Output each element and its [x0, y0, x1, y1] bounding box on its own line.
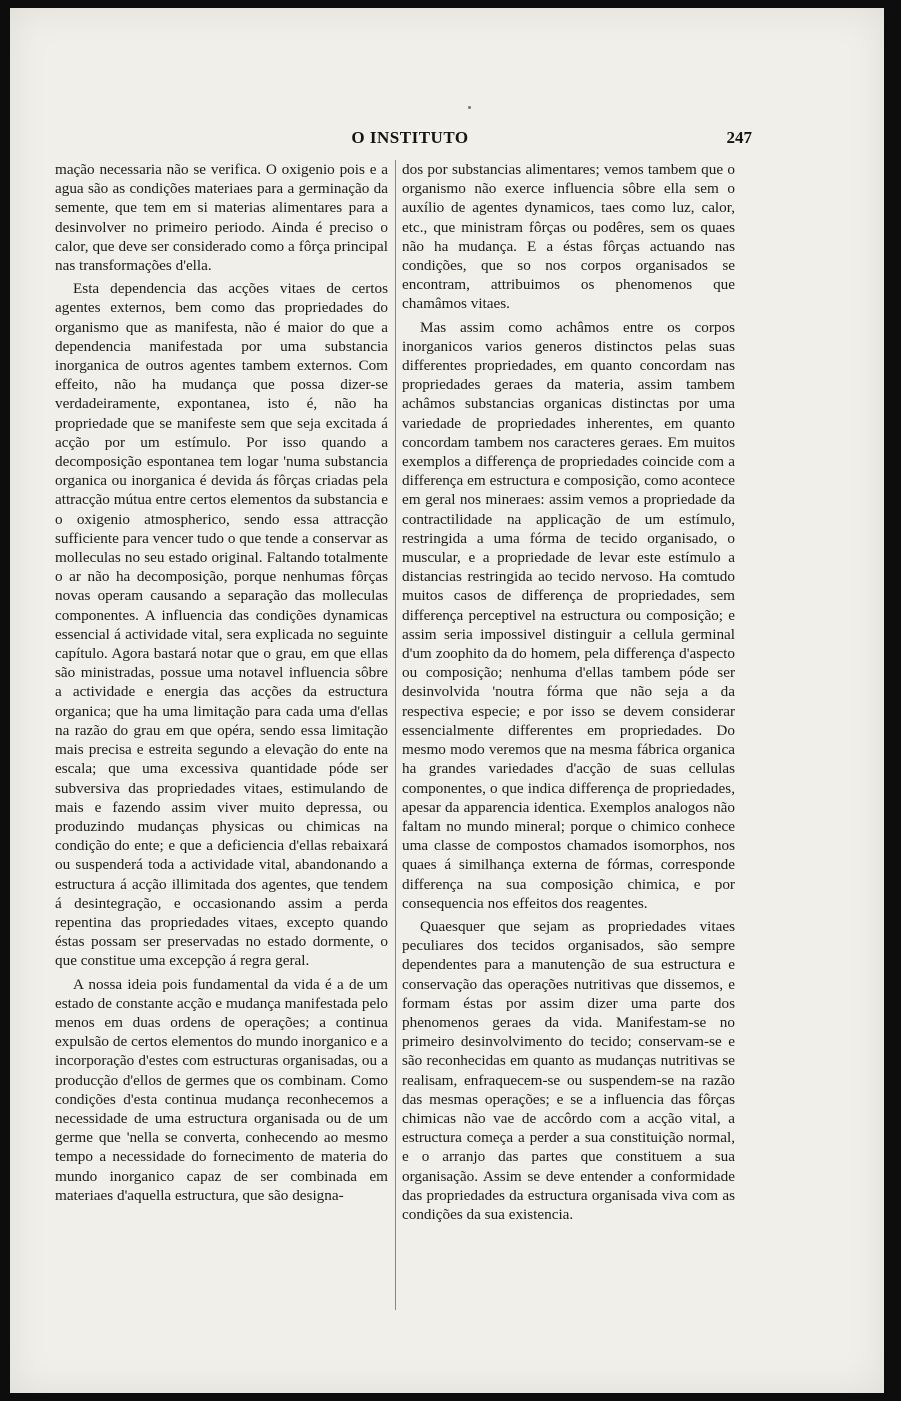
page-number: 247	[726, 128, 752, 147]
paragraph: A nossa ideia pois fundamental da vida é a de um estado de constante acção e mudança manifestada pelo menos em duas ordens de operações; a continua expulsão de certos elementos do mundo inorganico e a incorporação d'estes com estructuras organisadas, ou a producção d'ellos de germes que os combinam. Como condições d'esta continua mudança reconhecemos a necessidade de uma estructura organisada ou de um germe que 'nella se converta, conhecendo ao mesmo tempo a necessidade do fornecimento de materia do mundo inorganico capaz de ser combinada em materiaes d'aquella estructura, que são designa-	[55, 975, 388, 1204]
left-column	[55, 160, 388, 1320]
paragraph: Quaesquer que sejam as propriedades vitaes peculiares dos tecidos organisados, são sempre dependentes para a manutenção de sua estructura e conservação das operações nutritivas que dissemos, e formam éstas por assim dizer uma parte dos phenomenos geraes da vida. Manifestam-se no primeiro desinvolvimento do tecido; conservam-se e são reconhecidas em quanto as mudanças nutritivas se realisam, enfraquecem-se ou suspendem-se na razão das mesmas operações; e se a influencia das fôrças chimicas não vae de accôrdo com a acção vital, a estructura começa a perder a sua constituição normal, e o arranjo das partes que constituem a sua organisação. Assim se deve entender a conformidade das propriedades da estructura organisada viva com as condições da sua existencia.	[402, 917, 735, 1223]
paragraph: mação necessaria não se verifica. O oxigenio pois e a agua são as condições materiaes para a germinação da semente, que tem em si materias alimentares para a desinvolver no primeiro periodo. Ainda é preciso o calor, que deve ser considerado como a fôrça principal nas transformações d'ella.	[55, 161, 388, 275]
right-column	[402, 160, 735, 1320]
page-header	[68, 128, 752, 152]
running-title: O INSTITUTO	[351, 128, 469, 147]
paragraph: dos por substancias alimentares; vemos tambem que o organismo não exerce influencia sôbre ella sem o auxílio de agentes dynamicos, taes como luz, calor, etc., que ministram fôrças ou podêres, sem os quaes não ha mudança. E a éstas fôrças actuando nas condições, que so nos corpos organisados se encontram, attribuimos os phenomenos que chamâmos vitaes.	[402, 161, 735, 313]
paragraph: Mas assim como achâmos entre os corpos inorganicos varios generos distinctos pelas suas differentes propriedades, em quanto concordam nas propriedades geraes da materia, assim tambem achâmos substancias organicas distinctas por uma variedade de propriedades inherentes, em quanto concordam tambem nos caracteres geraes. Em muitos exemplos a differença de propriedades coincide com a differença em estructura e composição, como acontece em geral nos mineraes: assim vemos a propriedade da contractilidade na applicação de um estímulo, restringida a uma fórma de tecido organisado, o muscular, e a propriedade de levar este estímulo a distancias restringida ao tecido nervoso. Ha comtudo muitos casos de differença de propriedades, sem differença perceptivel na estructura ou composição; e assim seria impossivel distinguir a cellula germinal d'um zoophito da do homem, pela differença d'aspecto ou composição; nenhuma d'ellas tambem póde ser desinvolvida 'noutra fórma que não seja a da respectiva especie; e por isso se devem considerar essencialmente differentes em propriedades. Do mesmo modo veremos que na mesma fábrica organica ha grandes variedades d'acção de suas cellulas componentes, o que indica differença de propriedades, apesar da apparencia identica. Exemplos analogos não faltam no mundo mineral; porque o chimico conhece uma classe de compostos chamados isomorphos, nos quaes á similhança externa de fórmas, corresponde differença na sua composição chimica, e por consequencia nos effeitos dos reagentes.	[402, 318, 735, 912]
paragraph: Esta dependencia das acções vitaes de certos agentes externos, bem como das propriedades do organismo que as manifesta, não é maior do que a dependencia manifestada por uma substancia inorganica de outros agentes tambem externos. Com effeito, não ha mudança que possa dizer-se verdadeiramente, expontanea, isto é, não ha propriedade que se manifeste sem que seja excitada á acção por um estímulo. Por isso quando a decomposição espontanea tem logar 'numa substancia organica ou inorganica é devida ás fôrças criadas pela attracção mútua entre certos elementos da substancia e o oxigenio atmospherico, sendo essa attracção sufficiente para vencer tudo o que tende a conservar as molleculas no seu estado original. Faltando totalmente o ar não ha decomposição, porque nenhumas fôrças novas operam causando a separação das molleculas componentes. A influencia das condições dynamicas essencial á actividade vital, sera explicada no seguinte capítulo. Agora bastará notar que o grau, em que ellas são ministradas, possue uma notavel influencia sôbre a actividade e energia das acções da estructura organica; que ha uma limitação para cada uma d'ellas na razão do grau em que opéra, sendo essa limitação mais precisa e estreita segundo a elevação do ente na escala; que uma excessiva quantidade póde ser subversiva das propriedades vitaes, estimulando de mais e fazendo assim viver muito depressa, ou produzindo mudanças physicas ou chimicas na condição do ente; e que a deficiencia d'ellas rebaixará ou suspenderá toda a actividade vital, abandonando a estructura á acção illimitada dos agentes, que tendem á desintegração, e occasionando assim a perda repentina das propriedades vitaes, excepto quando éstas possam ser preservadas no estado dormente, o que constitue uma excepção á regra geral.	[55, 280, 388, 970]
print-speck	[468, 106, 471, 109]
column-divider	[395, 160, 396, 1310]
